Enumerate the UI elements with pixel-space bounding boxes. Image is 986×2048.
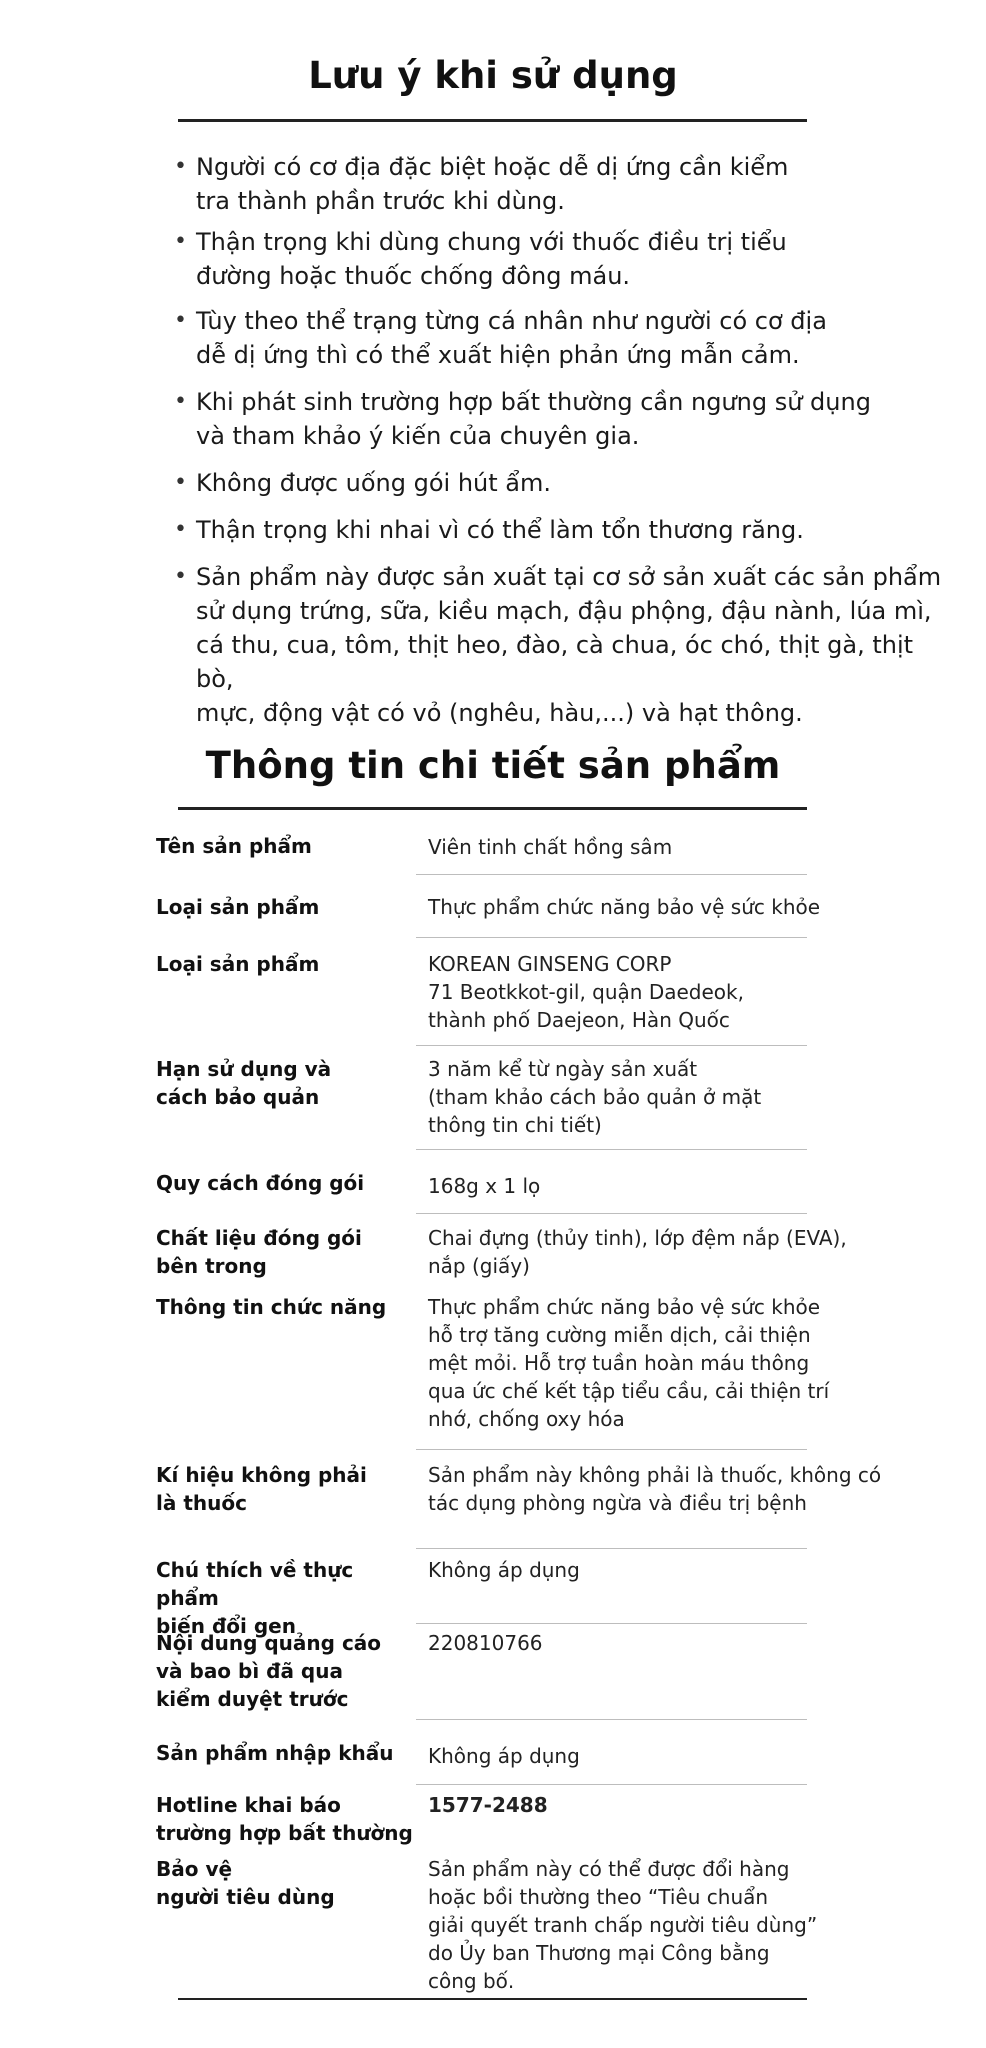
detail-label: Chú thích về thực phẩm biến đổi gen — [156, 1558, 354, 1638]
bullet-icon: • — [174, 517, 187, 542]
row-divider — [416, 1213, 807, 1214]
notice-item — [172, 466, 952, 500]
bullet-icon: • — [174, 229, 187, 254]
notice-item-text: Sản phẩm này được sản xuất tại cơ sở sản xuất các sản phẩm sử dụng trứng, sữa, kiều mạch, đậu phộng, đậu nành, lúa mì, cá thu, cua, tôm, thịt heo, đào, cà chua, óc chó, thịt gà, thịt bò, mực, động vật có vỏ (nghêu, hàu,...) và hạt thông. — [196, 563, 942, 727]
detail-label: Quy cách đóng gói — [156, 1171, 365, 1195]
row-divider — [416, 1449, 807, 1450]
detail-value: Thực phẩm chức năng bảo vệ sức khỏe hỗ trợ tăng cường miễn dịch, cải thiện mệt mỏi. Hỗ trợ tuần hoàn máu thông qua ức chế kết tập tiểu cầu, cải thiện trí nhớ, chống oxy hóa — [428, 1295, 830, 1431]
detail-value: Không áp dụng — [428, 1558, 580, 1582]
detail-value: Thực phẩm chức năng bảo vệ sức khỏe — [428, 895, 821, 919]
notice-item-text: Người có cơ địa đặc biệt hoặc dễ dị ứng cần kiểm tra thành phần trước khi dùng. — [196, 153, 789, 215]
detail-label: Chất liệu đóng gói bên trong — [156, 1226, 362, 1278]
table-bottom-rule — [178, 1998, 807, 2000]
usage-notice-list — [172, 150, 952, 730]
notice-item-text: Tùy theo thể trạng từng cá nhân như người có cơ địa dễ dị ứng thì có thể xuất hiện phản ứng mẫn cảm. — [196, 307, 827, 369]
detail-label: Kí hiệu không phải là thuốc — [156, 1463, 367, 1515]
detail-value: KOREAN GINSENG CORP 71 Beotkkot-gil, quận Daedeok, thành phố Daejeon, Hàn Quốc — [428, 952, 744, 1032]
notice-item — [172, 513, 952, 547]
detail-value: Không áp dụng — [428, 1744, 580, 1768]
row-divider — [416, 1784, 807, 1785]
detail-label: Bảo vệ người tiêu dùng — [156, 1857, 335, 1909]
product-details-rule — [178, 807, 807, 810]
usage-notice-title: Lưu ý khi sử dụng — [308, 54, 678, 97]
row-divider — [416, 1149, 807, 1150]
notice-item-text: Khi phát sinh trường hợp bất thường cần ngưng sử dụng và tham khảo ý kiến của chuyên gia. — [196, 388, 871, 450]
bullet-icon: • — [174, 154, 187, 179]
row-divider — [416, 937, 807, 938]
bullet-icon: • — [174, 470, 187, 495]
detail-value: Chai đựng (thủy tinh), lớp đệm nắp (EVA), nắp (giấy) — [428, 1226, 847, 1278]
row-divider — [416, 1719, 807, 1720]
detail-value: Sản phẩm này có thể được đổi hàng hoặc bồi thường theo “Tiêu chuẩn giải quyết tranh chấp người tiêu dùng” do Ủy ban Thương mại Công bằng công bố. — [428, 1857, 818, 1993]
usage-notice-rule — [178, 119, 807, 122]
detail-label: Thông tin chức năng — [156, 1295, 387, 1319]
detail-value: Sản phẩm này không phải là thuốc, không có tác dụng phòng ngừa và điều trị bệnh — [428, 1463, 882, 1515]
hotline-number: 1577-2488 — [428, 1793, 548, 1817]
detail-value: 3 năm kể từ ngày sản xuất (tham khảo cách bảo quản ở mặt thông tin chi tiết) — [428, 1057, 762, 1137]
row-divider — [416, 1045, 807, 1046]
row-divider — [416, 1623, 807, 1624]
notice-item — [172, 385, 952, 453]
detail-label: Hạn sử dụng và cách bảo quản — [156, 1057, 332, 1109]
detail-label: Hotline khai báo trường hợp bất thường — [156, 1793, 413, 1845]
detail-label: Loại sản phẩm — [156, 952, 320, 976]
detail-label: Tên sản phẩm — [156, 834, 312, 858]
bullet-icon: • — [174, 564, 187, 589]
detail-label: Nội dung quảng cáo và bao bì đã qua kiểm duyệt trước — [156, 1631, 382, 1711]
notice-item — [172, 225, 952, 293]
bullet-icon: • — [174, 308, 187, 333]
notice-item-text: Thận trọng khi dùng chung với thuốc điều trị tiểu đường hoặc thuốc chống đông máu. — [196, 228, 787, 290]
bullet-icon: • — [174, 389, 187, 414]
notice-item — [172, 560, 952, 730]
detail-value: 220810766 — [428, 1631, 543, 1655]
row-divider — [416, 1548, 807, 1549]
detail-label: Sản phẩm nhập khẩu — [156, 1741, 394, 1765]
notice-item-text: Không được uống gói hút ẩm. — [196, 469, 552, 497]
detail-value: Viên tinh chất hồng sâm — [428, 835, 673, 859]
notice-item — [172, 304, 952, 372]
product-details-title: Thông tin chi tiết sản phẩm — [205, 744, 781, 787]
row-divider — [416, 874, 807, 875]
notice-item — [172, 150, 952, 218]
notice-item-text: Thận trọng khi nhai vì có thể làm tổn thương răng. — [196, 516, 804, 544]
detail-label: Loại sản phẩm — [156, 895, 320, 919]
detail-value: 168g x 1 lọ — [428, 1174, 541, 1198]
